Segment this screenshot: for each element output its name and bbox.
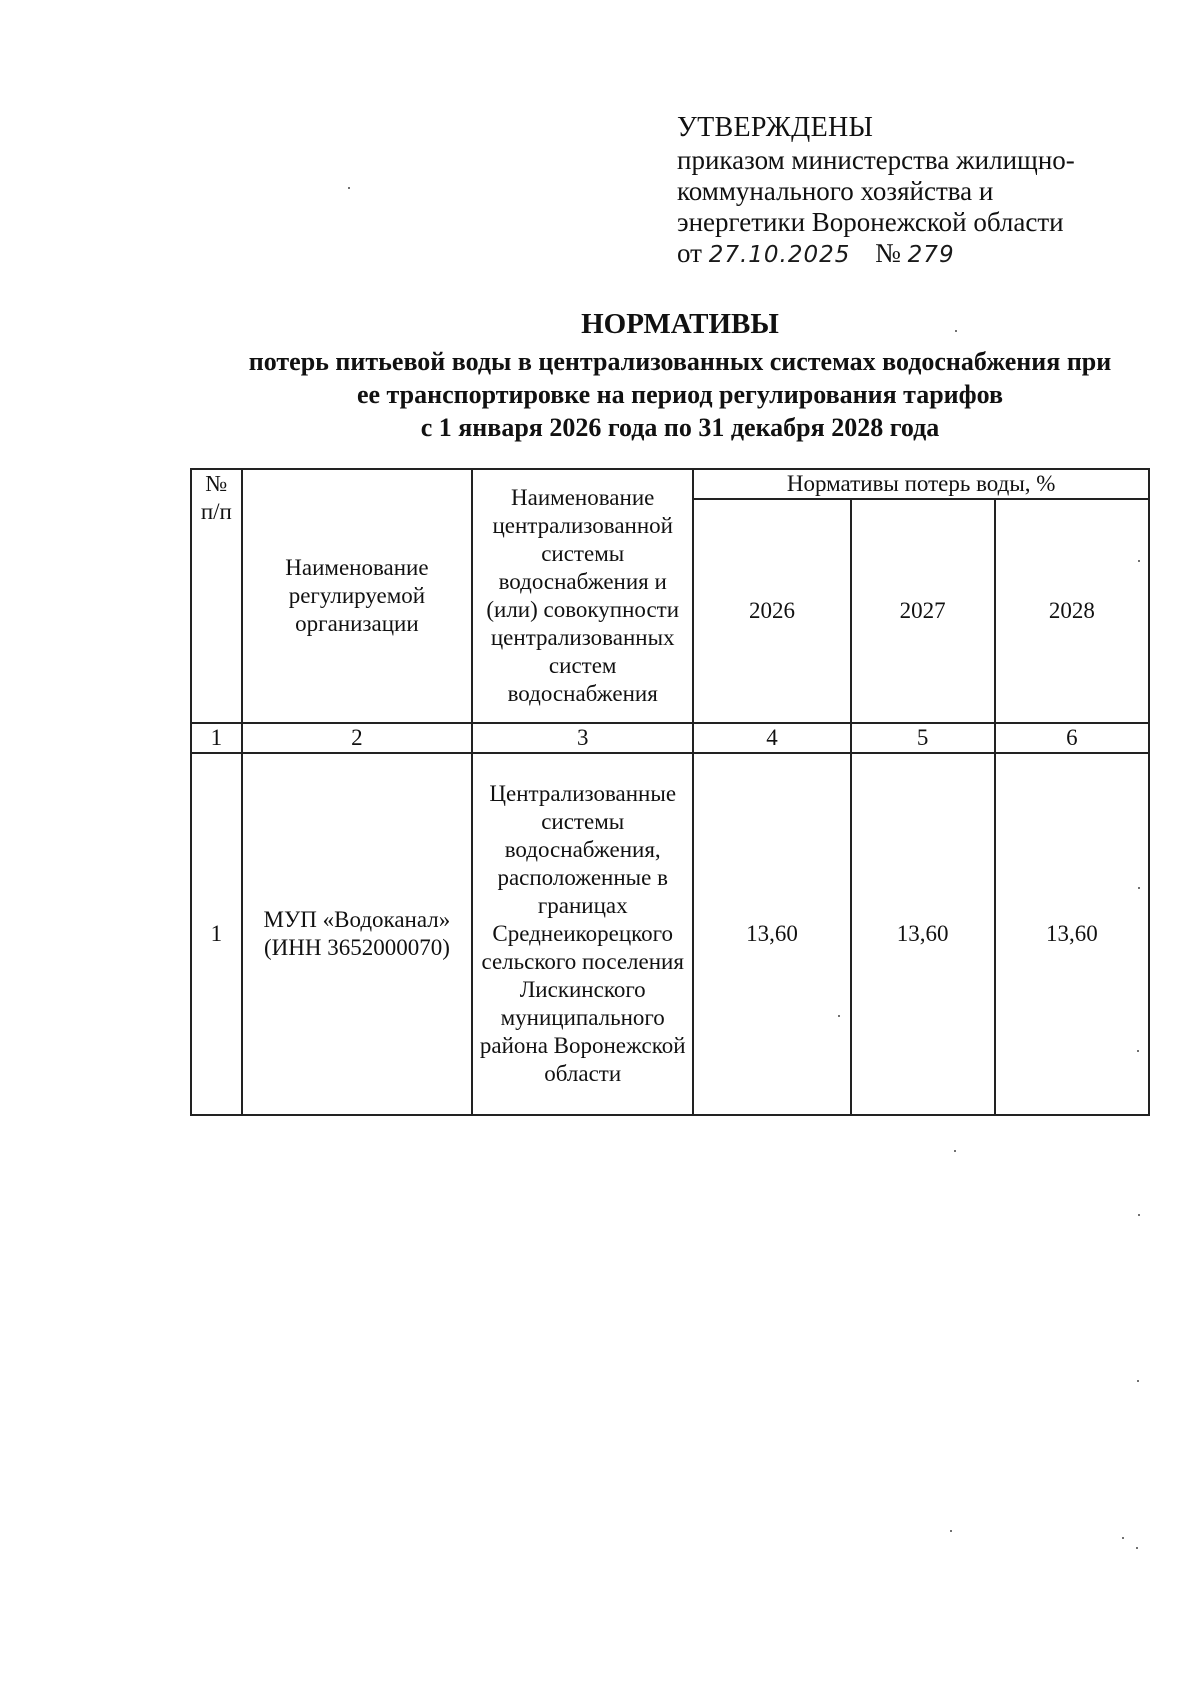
header-num: № п/п [191, 469, 242, 723]
title-line-3: с 1 января 2026 года по 31 декабря 2028 года [420, 413, 940, 442]
scan-speck [1136, 1547, 1138, 1549]
title-line-2: ее транспортировке на период регулирования тарифов [356, 380, 1004, 409]
table-header-row-1 [191, 469, 1149, 499]
number-prefix: № [875, 238, 901, 268]
colnum-6: 6 [995, 723, 1149, 753]
scan-speck [955, 330, 957, 332]
header-org: Наименование регулируемой организации [242, 469, 472, 723]
document-title [190, 307, 1170, 444]
approval-line-3: энергетики Воронежской области [677, 207, 1064, 237]
column-number-row [191, 723, 1149, 753]
handwritten-number: 279 [907, 242, 955, 268]
title-line-1: потерь питьевой воды в централизованных системах водоснабжения при [248, 347, 1112, 376]
colnum-4: 4 [693, 723, 850, 753]
scan-speck [1138, 887, 1140, 889]
row-org: МУП «Водоканал» (ИНН 3652000070) [242, 753, 472, 1115]
handwritten-date: 27.10.2025 [708, 242, 851, 268]
header-year-2026: 2026 [693, 499, 850, 723]
scan-speck [838, 1015, 840, 1017]
approval-block [677, 112, 1147, 271]
title-main: НОРМАТИВЫ [581, 308, 779, 340]
scan-speck [954, 1150, 956, 1152]
colnum-3: 3 [472, 723, 693, 753]
header-year-2027: 2027 [851, 499, 995, 723]
scan-speck [1138, 1214, 1140, 1216]
row-system: Централизованные системы водоснабжения, расположенные в границах Среднеикорецкого сельского поселения Лискинского муниципального района Воронежской области [472, 753, 693, 1115]
scan-speck [348, 187, 350, 189]
header-year-2028: 2028 [995, 499, 1149, 723]
approval-line-2: коммунального хозяйства и [677, 176, 994, 206]
header-system: Наименование централизованной системы водоснабжения и (или) совокупности централизованных систем водоснабжения [472, 469, 693, 723]
scan-speck [1122, 1537, 1124, 1539]
scan-speck [1138, 560, 1140, 562]
table-row [191, 753, 1149, 1115]
colnum-5: 5 [851, 723, 995, 753]
colnum-1: 1 [191, 723, 242, 753]
approval-line-1: приказом министерства жилищно- [677, 145, 1075, 175]
date-prefix: от [677, 238, 702, 268]
colnum-2: 2 [242, 723, 472, 753]
approval-heading: УТВЕРЖДЕНЫ [677, 112, 874, 143]
row-value-2026: 13,60 [693, 753, 850, 1115]
scan-speck [950, 1530, 952, 1532]
scan-speck [1137, 1380, 1139, 1382]
norms-table [190, 468, 1150, 1116]
row-num: 1 [191, 753, 242, 1115]
row-value-2027: 13,60 [851, 753, 995, 1115]
scan-speck [1137, 1050, 1139, 1052]
approval-date-line [677, 238, 1147, 271]
header-norms-group: Нормативы потерь воды, % [693, 469, 1149, 499]
row-value-2028: 13,60 [995, 753, 1149, 1115]
